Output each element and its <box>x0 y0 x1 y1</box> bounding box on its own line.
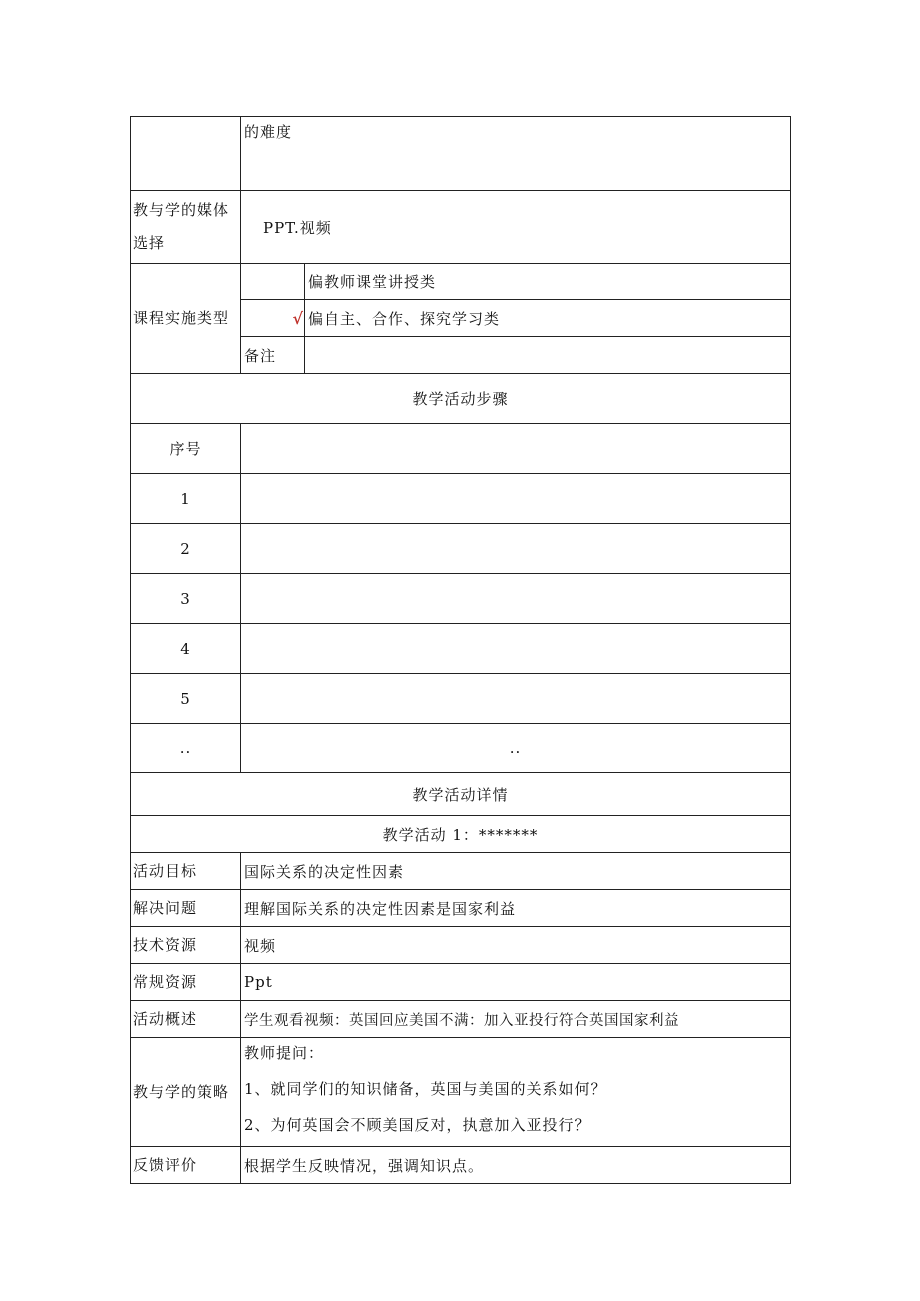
step-content <box>241 474 791 524</box>
detail-label: 技术资源 <box>131 927 241 964</box>
strategy-line: 教师提问： <box>244 1044 325 1062</box>
difficulty-value: 的难度 <box>241 117 791 191</box>
course-type-text-1: 偏教师课堂讲授类 <box>305 264 791 300</box>
feedback-label: 反馈评价 <box>131 1147 241 1184</box>
step-row <box>131 674 791 724</box>
detail-value: 视频 <box>241 927 791 964</box>
step-row <box>131 624 791 674</box>
media-label: 教与学的媒体选择 <box>131 191 241 264</box>
media-row <box>131 191 791 264</box>
step-row <box>131 524 791 574</box>
media-value: PPT.视频 <box>241 191 791 264</box>
detail-value: 国际关系的决定性因素 <box>241 853 791 890</box>
strategy-line: 2、为何英国会不顾美国反对，执意加入亚投行？ <box>244 1116 591 1134</box>
step-content <box>241 574 791 624</box>
detail-value: 理解国际关系的决定性因素是国家利益 <box>241 890 791 927</box>
step-content <box>241 524 791 574</box>
course-type-option-1 <box>131 264 791 300</box>
difficulty-row <box>131 117 791 191</box>
step-number: 1 <box>131 474 241 524</box>
course-type-text-2: 偏自主、合作、探究学习类 <box>305 300 791 337</box>
steps-title: 教学活动步骤 <box>131 374 791 424</box>
steps-header: 序号 <box>131 424 241 474</box>
strategy-label: 教与学的策略 <box>131 1038 241 1147</box>
detail-row-goal <box>131 853 791 890</box>
activity-title-row <box>131 816 791 853</box>
strategy-line: 1、就同学们的知识储备，英国与美国的关系如何？ <box>244 1080 607 1098</box>
step-number: 3 <box>131 574 241 624</box>
remark-value <box>305 337 791 374</box>
feedback-row <box>131 1147 791 1184</box>
step-number: 4 <box>131 624 241 674</box>
course-type-mark-1 <box>241 264 305 300</box>
activity-title: 教学活动 1：******* <box>131 816 791 853</box>
details-title: 教学活动详情 <box>131 773 791 816</box>
step-ellipsis-left: .. <box>131 724 241 773</box>
check-mark-icon: √ <box>241 300 305 337</box>
steps-title-row <box>131 374 791 424</box>
details-title-row <box>131 773 791 816</box>
strategy-row <box>131 1038 791 1147</box>
step-content <box>241 674 791 724</box>
lesson-plan-table <box>130 116 791 1184</box>
detail-label: 解决问题 <box>131 890 241 927</box>
detail-value: Ppt <box>241 964 791 1001</box>
steps-header-content <box>241 424 791 474</box>
detail-row-regular <box>131 964 791 1001</box>
detail-row-tech <box>131 927 791 964</box>
step-number: 5 <box>131 674 241 724</box>
detail-label: 活动目标 <box>131 853 241 890</box>
step-ellipsis-right: .. <box>241 724 791 773</box>
detail-label: 常规资源 <box>131 964 241 1001</box>
remark-label: 备注 <box>241 337 305 374</box>
step-ellipsis-row <box>131 724 791 773</box>
feedback-value: 根据学生反映情况，强调知识点。 <box>241 1147 791 1184</box>
steps-header-row <box>131 424 791 474</box>
detail-value: 学生观看视频：英国回应美国不满：加入亚投行符合英国国家利益 <box>241 1001 791 1038</box>
course-type-label: 课程实施类型 <box>131 264 241 374</box>
detail-row-overview <box>131 1001 791 1038</box>
lesson-plan-page <box>130 116 790 1184</box>
step-row <box>131 474 791 524</box>
difficulty-label <box>131 117 241 191</box>
detail-row-problem <box>131 890 791 927</box>
step-row <box>131 574 791 624</box>
step-content <box>241 624 791 674</box>
step-number: 2 <box>131 524 241 574</box>
strategy-content <box>241 1038 791 1147</box>
detail-label: 活动概述 <box>131 1001 241 1038</box>
